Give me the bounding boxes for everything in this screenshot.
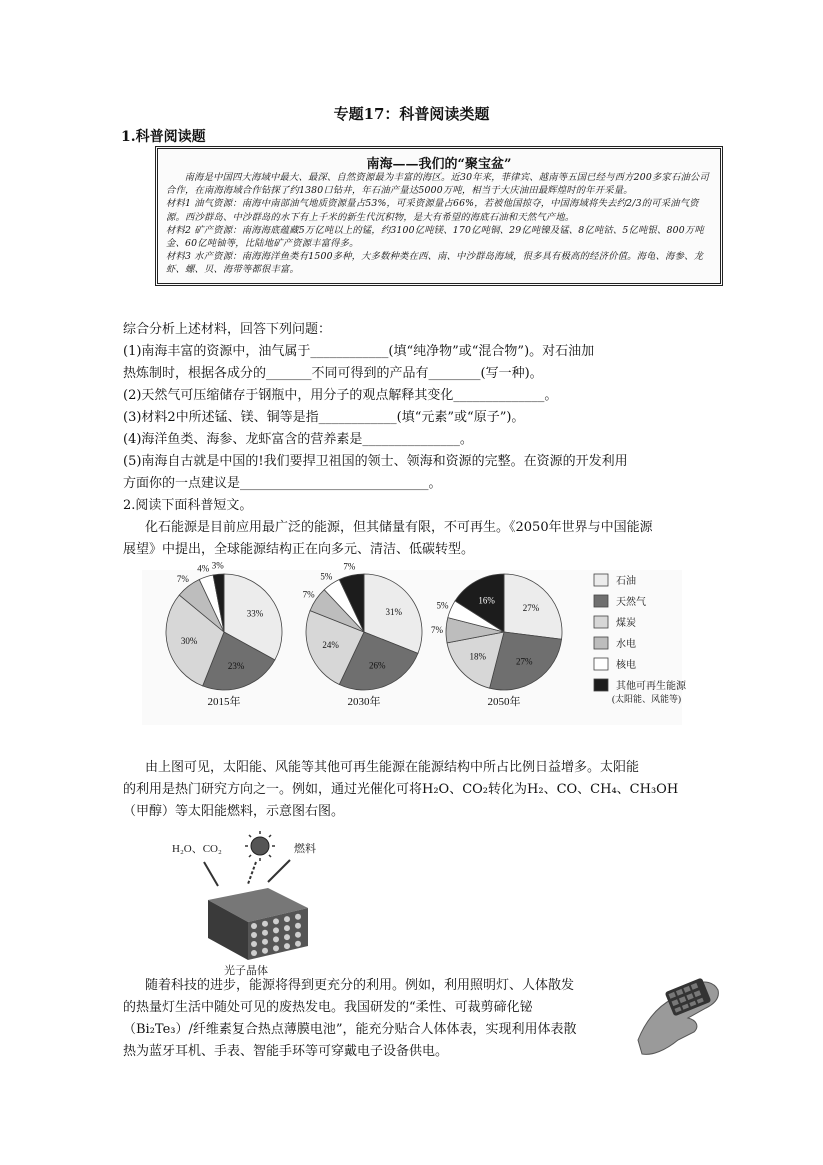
legend-swatch-5 (594, 679, 608, 691)
para3-line-b: 的热量灯生活中随处可见的废热发电。我国研发的“柔性、可裁剪碲化铋 (123, 1000, 533, 1015)
pie-2-year-label: 2050年 (487, 696, 521, 708)
pie-0-label-3: 7% (176, 574, 189, 585)
sun-icon (245, 831, 275, 861)
para1-line-b: 展望》中提出，全球能源结构正在向多元、清洁、低碳转型。 (123, 542, 475, 557)
legend-label-2: 煤炭 (616, 618, 636, 629)
pie-2-label-5: 16% (478, 595, 495, 606)
pie-0-label-2: 30% (180, 635, 198, 646)
q-line-3: (2)天然气可压缩储存于钢瓶中，用分子的观点解释其变化______________。 (123, 388, 558, 403)
energy-structure-pie-charts (142, 560, 686, 725)
pie-2-label-3: 7% (431, 624, 444, 635)
pie-0-label-4: 4% (197, 563, 210, 574)
legend-swatch-2 (594, 616, 608, 628)
box-material-3: 材料3 水产资源：南海海洋鱼类有1500多种，大多数种类在西、南、中沙群岛海域，很多具有极高的经济价值。海龟、海参、龙虾、螺、贝、海带等都很丰富。 (166, 251, 704, 276)
crystal-block (208, 888, 308, 960)
q-line-7: 方面你的一点建议是_____________________________。 (123, 476, 442, 491)
legend-swatch-4 (594, 658, 608, 670)
para2-line-c: （甲醇）等太阳能燃料，示意图右图。 (123, 804, 345, 819)
pie-1-label-0: 31% (385, 606, 402, 617)
legend-label-5: 其他可再生能源 (616, 681, 686, 692)
pie-1-label-3: 7% (302, 589, 315, 600)
pie-0-label-1: 23% (227, 660, 245, 671)
page-title: 专题17：科普阅读类题 (333, 105, 490, 123)
pie-1-label-1: 26% (368, 660, 386, 671)
box-intro: 南海是中国四大海域中最大、最深、自然资源最为丰富的海区。近30年来，菲律宾、越南等五国已经与西方200多家石油公司合作，在南海海域合作钻探了约1380口钻井，年石油产量达5000万吨，相当于大庆油田最辉煌时的年开采量。 (166, 172, 710, 197)
q-line-0: 综合分析上述材料，回答下列问题： (123, 322, 332, 337)
q-line-2: 热炼制时，根据各成分的_______不同可得到的产品有________(写一种)。 (123, 366, 543, 381)
light-ray (248, 862, 256, 884)
para1-line-a: 化石能源是目前应用最广泛的能源，但其储量有限，不可再生。《2050年世界与中国能源 (145, 520, 653, 535)
para3-line-d: 热为蓝牙耳机、手表、智能手环等可穿戴电子设备供电。 (123, 1044, 449, 1059)
box-material-2: 材料2 矿产资源：南海海底蕴藏5万亿吨以上的锰，约3100亿吨镁、170亿吨铜、29亿吨镍及锰、8亿吨钴、5亿吨银、800万吨金、60亿吨铀等，比陆地矿产资源丰富得多。 (166, 224, 704, 250)
q-line-5: (4)海洋鱼类、海参、龙虾富含的营养素是_______________。 (123, 432, 473, 447)
arrow-out (268, 860, 290, 882)
legend-swatch-1 (594, 595, 608, 607)
q-line-1: (1)南海丰富的资源中，油气属于____________(填“纯净物”或“混合物”)。对石油加 (123, 344, 595, 359)
box-material-1: 材料1 油气资源：南海中南部油气地质资源量占53%，可采资源量占66%，若被他国掠夺，中国海域将失去约2/3的可采油气资源。西沙群岛、中沙群岛的水下有上千米的新生代沉积物，是大有希望的海底石油和天然气产地。 (166, 198, 699, 223)
q-line-6: (5)南海自古就是中国的!我们要捍卫祖国的领士、领海和资源的完整。在资源的开发利用 (123, 454, 628, 469)
pie-0-label-5: 3% (211, 560, 224, 571)
pie-2-label-0: 27% (522, 603, 540, 614)
legend-label-note: (太阳能、风能等) (612, 694, 681, 704)
box-text (166, 171, 712, 277)
pie-2-label-2: 18% (469, 651, 487, 662)
pie-1-label-5: 7% (343, 561, 356, 572)
wearable-battery-photo (634, 970, 722, 1060)
pie-0-label-0: 33% (246, 608, 264, 619)
para3-line-c: （Bi₂Te₃）/纤维素复合热点薄膜电池”，能充分贴合人体体表，实现利用体表散 (123, 1022, 577, 1037)
q-line-4: (3)材料2中所述锰、镁、铜等是指____________(填“元素”或“原子”)。 (123, 410, 525, 425)
arrow-in (204, 862, 218, 886)
pie-0-year-label: 2015年 (207, 696, 241, 708)
para3-line-a: 随着科技的进步，能源将得到更充分的利用。例如，利用照明灯、人体散发 (145, 978, 575, 993)
section1-heading: 1.科普阅读题 (121, 129, 206, 145)
pie-1-label-2: 24% (322, 640, 339, 651)
pie-2-label-1: 27% (515, 656, 533, 667)
photonic-crystal-diagram (168, 828, 343, 978)
output-label: 燃料 (294, 843, 316, 855)
legend-label-1: 天然气 (616, 597, 646, 608)
pie-1-year-label: 2030年 (347, 696, 381, 708)
legend-label-3: 水电 (616, 639, 636, 650)
box-title: 南海——我们的“聚宝盆” (366, 157, 512, 172)
crystal-label: 光子晶体 (224, 965, 268, 977)
reading-material-box (155, 146, 723, 286)
legend-swatch-3 (594, 637, 608, 649)
legend-label-4: 核电 (616, 660, 636, 671)
para2-line-b: 的利用是热门研究方向之一。例如，通过光催化可将H₂O、CO₂转化为H₂、CO、CH₄、CH₃OH (123, 782, 679, 797)
section2-heading: 2.阅读下面科普短文。 (123, 498, 253, 513)
legend-label-0: 石油 (616, 576, 636, 587)
pie-1-label-4: 5% (320, 571, 333, 582)
legend-swatch-0 (594, 574, 608, 586)
para2-line-a: 由上图可见，太阳能、风能等其他可再生能源在能源结构中所占比例日益增多。太阳能 (145, 760, 640, 775)
input-label: H₂O、CO₂ (172, 843, 222, 855)
pie-2-label-4: 5% (436, 600, 449, 611)
